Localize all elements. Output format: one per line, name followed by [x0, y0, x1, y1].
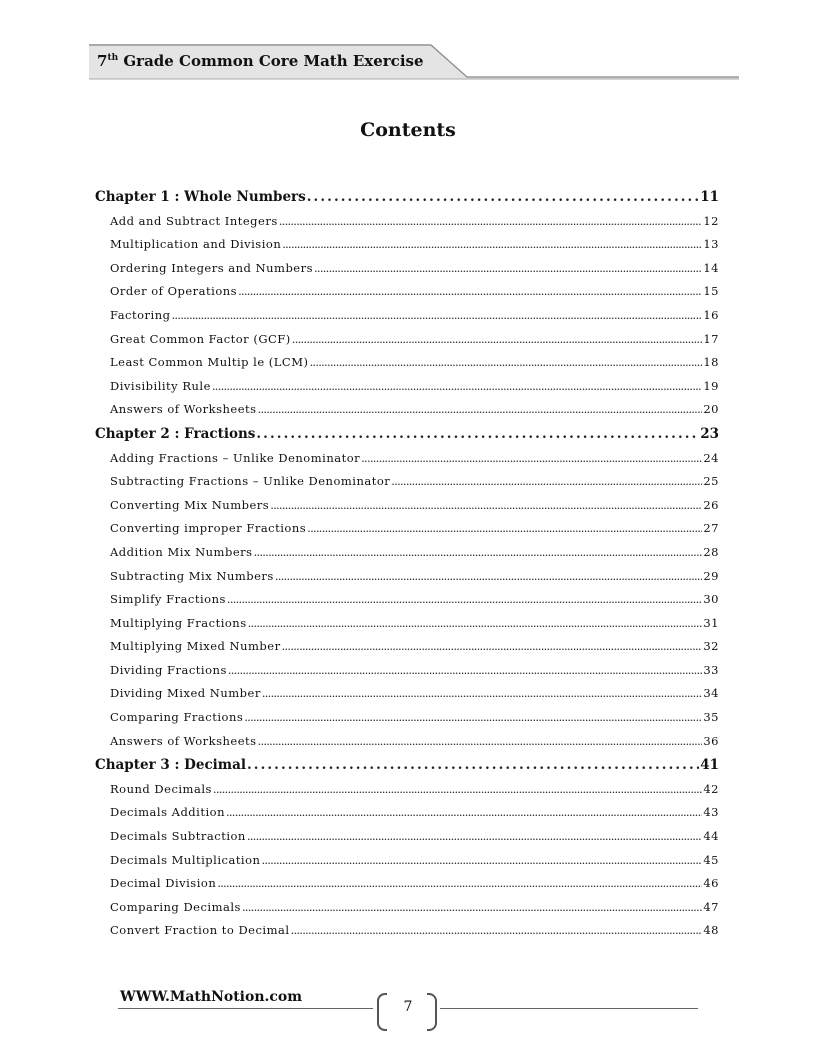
header-grade-suffix: th [107, 53, 119, 63]
toc-entry-label: Multiplication and Division [110, 237, 282, 252]
toc-entry-label: Add and Subtract Integers [110, 213, 278, 228]
toc-entry-page: 32 [703, 639, 719, 654]
toc-entry-label: Comparing Fractions [110, 710, 244, 725]
toc-entry-label: Comparing Decimals [110, 899, 241, 914]
toc-entry-page: 30 [703, 592, 719, 607]
toc-entry-page: 44 [703, 829, 719, 844]
toc-entry-page: 15 [703, 284, 719, 299]
toc-entry-page: 14 [703, 260, 719, 275]
toc-dot-leader [275, 569, 703, 583]
toc-section-row [95, 853, 719, 877]
toc-entry-label: Chapter 1 : Whole Numbers [95, 189, 306, 205]
toc-entry-label: Round Decimals [110, 781, 212, 796]
toc-dot-leader [212, 379, 702, 393]
toc-entry-page: 13 [703, 237, 719, 252]
toc-entry-page: 24 [703, 450, 719, 465]
toc-entry-page: 31 [703, 615, 719, 630]
toc-entry-page: 18 [703, 355, 719, 370]
toc-dot-leader [247, 757, 699, 773]
toc-entry-page: 36 [703, 733, 719, 748]
toc-entry-label: Adding Fractions – Unlike Denominator [110, 450, 361, 465]
toc-section-row [95, 284, 719, 308]
toc-dot-leader [291, 923, 703, 937]
toc-entry-label: Divisibility Rule [110, 378, 211, 393]
toc-dot-leader [279, 214, 703, 228]
toc-entry-page: 35 [703, 710, 719, 725]
toc-entry-page: 48 [703, 923, 719, 938]
toc-entry-page: 27 [703, 521, 719, 536]
toc-dot-leader [256, 426, 699, 442]
footer-bracket-left [377, 993, 387, 1031]
toc-entry-page: 41 [700, 757, 719, 774]
toc-entry-label: Dividing Mixed Number [110, 686, 261, 701]
toc-dot-leader [258, 402, 703, 416]
toc-dot-leader [248, 616, 703, 630]
toc-dot-leader [262, 686, 703, 700]
toc-section-row [95, 923, 719, 947]
toc-section-row [95, 900, 719, 924]
toc-section-row [95, 639, 719, 663]
toc-section-row [95, 214, 719, 238]
toc-section-row [95, 474, 719, 498]
toc-section-row [95, 686, 719, 710]
toc-dot-leader [261, 853, 702, 867]
toc-section-row [95, 710, 719, 734]
toc-dot-leader [227, 592, 702, 606]
toc-dot-leader [238, 284, 702, 298]
header-banner [89, 44, 739, 80]
toc-section-row [95, 569, 719, 593]
toc-dot-leader [171, 308, 702, 322]
toc-entry-label: Chapter 2 : Fractions [95, 425, 256, 442]
toc-entry-label: Subtracting Fractions – Unlike Denominator [110, 474, 391, 489]
toc-dot-leader [270, 498, 702, 512]
toc-entry-label: Converting improper Fractions [110, 521, 307, 536]
toc-entry-page: 28 [703, 544, 719, 559]
toc-entry-page: 26 [703, 497, 719, 512]
toc-entry-page: 11 [700, 189, 719, 205]
toc-section-row [95, 498, 719, 522]
toc-entry-label: Least Common Multip le (LCM) [110, 355, 309, 370]
toc-section-row [95, 261, 719, 285]
toc-entry-page: 19 [703, 378, 719, 393]
toc-section-row [95, 451, 719, 475]
toc-section-row [95, 355, 719, 379]
toc-section-row [95, 308, 719, 332]
toc-entry-label: Converting Mix Numbers [110, 497, 270, 512]
toc-section-row [95, 782, 719, 806]
toc-chapter-row [95, 189, 719, 214]
footer-divider-right [440, 1008, 698, 1009]
toc-dot-leader [307, 521, 702, 535]
toc-dot-leader [254, 545, 703, 559]
footer-bracket-right [427, 993, 437, 1031]
toc-dot-leader [217, 876, 702, 890]
toc-section-row [95, 592, 719, 616]
toc-dot-leader [282, 237, 702, 251]
toc-section-row [95, 237, 719, 261]
toc-dot-leader [228, 663, 703, 677]
toc-chapter-row [95, 426, 719, 451]
toc-entry-label: Decimals Addition [110, 805, 225, 820]
toc-entry-page: 17 [703, 331, 719, 346]
toc-entry-label: Great Common Factor (GCF) [110, 331, 291, 346]
toc-dot-leader [247, 829, 703, 843]
toc-entry-page: 20 [703, 402, 719, 417]
toc-entry-page: 12 [703, 213, 719, 228]
toc-dot-leader [258, 734, 703, 748]
toc-dot-leader [292, 332, 703, 346]
toc-entry-label: Decimal Division [110, 876, 217, 891]
toc-section-row [95, 663, 719, 687]
toc-entry-page: 33 [703, 662, 719, 677]
toc-entry-page: 45 [703, 852, 719, 867]
toc-dot-leader [310, 355, 703, 369]
toc-section-row [95, 805, 719, 829]
toc-entry-page: 46 [703, 876, 719, 891]
toc-entry-page: 23 [700, 425, 719, 442]
toc-entry-label: Simplify Fractions [110, 592, 226, 607]
toc-section-row [95, 829, 719, 853]
toc-entry-label: Decimals Subtraction [110, 829, 246, 844]
toc-dot-leader [361, 451, 702, 465]
toc-entry-label: Addition Mix Numbers [110, 544, 253, 559]
toc-entry-page: 29 [703, 568, 719, 583]
toc-section-row [95, 545, 719, 569]
toc-entry-page: 25 [703, 474, 719, 489]
toc-entry-page: 47 [703, 899, 719, 914]
toc-entry-page: 34 [703, 686, 719, 701]
toc-section-row [95, 521, 719, 545]
toc-chapter-row [95, 757, 719, 782]
toc-dot-leader [282, 639, 703, 653]
toc-dot-leader [314, 261, 702, 275]
toc-entry-page: 42 [703, 781, 719, 796]
toc-entry-label: Multiplying Mixed Number [110, 639, 281, 654]
toc-entry-label: Ordering Integers and Numbers [110, 260, 314, 275]
toc-entry-label: Answers of Worksheets [110, 402, 257, 417]
toc-section-row [95, 402, 719, 426]
toc-entry-label: Multiplying Fractions [110, 615, 247, 630]
header-grade-number: 7 [97, 52, 108, 70]
toc-entry-label: Order of Operations [110, 284, 238, 299]
page-title: Contents [360, 119, 456, 141]
toc-entry-label: Answers of Worksheets [110, 733, 257, 748]
toc-dot-leader [391, 474, 702, 488]
toc-entry-label: Convert Fraction to Decimal [110, 923, 290, 938]
toc-dot-leader [226, 805, 702, 819]
toc-entry-page: 43 [703, 805, 719, 820]
footer-page-number: 7 [403, 999, 413, 1015]
toc-section-row [95, 616, 719, 640]
footer-divider-left [118, 1008, 373, 1009]
toc-entry-page: 16 [703, 307, 719, 322]
toc-dot-leader [244, 710, 702, 724]
toc-dot-leader [307, 189, 699, 205]
toc-section-row [95, 734, 719, 758]
toc-section-row [95, 332, 719, 356]
header-title [97, 52, 424, 70]
footer-website: WWW.MathNotion.com [120, 989, 303, 1005]
toc-entry-label: Subtracting Mix Numbers [110, 568, 274, 583]
toc-section-row [95, 876, 719, 900]
toc-entry-label: Decimals Multiplication [110, 852, 261, 867]
toc-entry-label: Factoring [110, 307, 171, 322]
header-title-text: Grade Common Core Math Exercise [118, 52, 424, 70]
table-of-contents [95, 189, 719, 947]
toc-entry-label: Chapter 3 : Decimal [95, 757, 246, 774]
toc-dot-leader [213, 782, 702, 796]
toc-section-row [95, 379, 719, 403]
toc-dot-leader [242, 900, 702, 914]
toc-entry-label: Dividing Fractions [110, 662, 227, 677]
